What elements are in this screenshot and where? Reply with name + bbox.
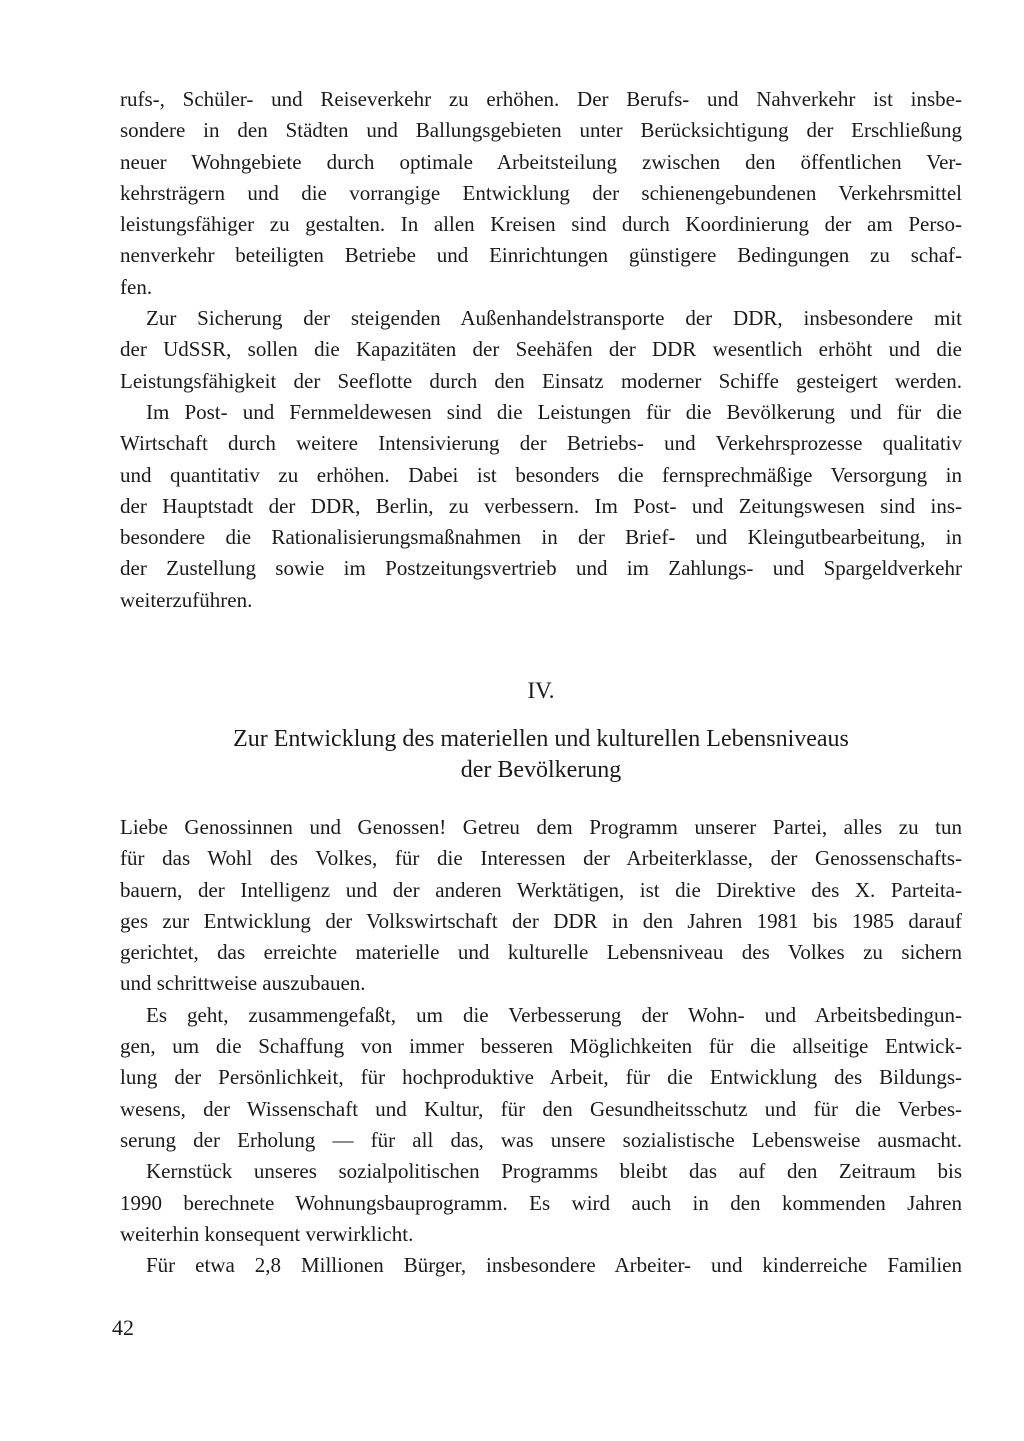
text-line: besondere die Rationalisierungsmaßnahmen in der Brief- und Kleingutbearbeitung, in — [120, 525, 962, 550]
text-line: 1990 berechnete Wohnungsbauprogramm. Es wird auch in den kommenden Jahren — [120, 1190, 962, 1215]
text-line: Leistungsfähigkeit der Seeflotte durch den Einsatz moderner Schiffe gesteigert werden. — [120, 368, 962, 393]
text-line: nenverkehr beteiligten Betriebe und Einrichtungen günstigere Bedingungen zu schaf- — [120, 243, 962, 268]
text-line: wesens, der Wissenschaft und Kultur, für den Gesundheitsschutz und für die Verbes- — [120, 1096, 962, 1121]
paragraph-citizens — [120, 1250, 962, 1281]
text-line: leistungsfähiger zu gestalten. In allen Kreisen sind durch Koordinierung der am Perso- — [120, 212, 962, 237]
text-line: weiterzuführen. — [120, 587, 253, 612]
paragraph-summary — [120, 1000, 962, 1156]
text-line: der Hauptstadt der DDR, Berlin, zu verbessern. Im Post- und Zeitungswesen sind ins- — [120, 493, 962, 518]
paragraph-housing-program — [120, 1156, 962, 1250]
text-line: Liebe Genossinnen und Genossen! Getreu dem Programm unserer Partei, alles zu tun — [120, 815, 962, 839]
text-line: gerichtet, das erreichte materielle und kulturelle Lebensniveau des Volkes zu sichern — [120, 940, 962, 965]
text-line: Im Post- und Fernmeldewesen sind die Leistungen für die Bevölkerung und für die — [146, 399, 962, 424]
paragraph-passenger-traffic — [120, 84, 962, 303]
section-number: IV. — [527, 678, 555, 703]
text-block-living-standards — [120, 812, 962, 1281]
text-line: der Zustellung sowie im Postzeitungsvertrieb und im Zahlungs- und Spargeldverkehr — [120, 556, 962, 581]
text-line: lung der Persönlichkeit, für hochproduktive Arbeit, für die Entwicklung des Bildungs- — [120, 1065, 962, 1090]
paragraph-postal-service — [120, 397, 962, 616]
paragraph-foreign-trade — [120, 303, 962, 397]
paragraph-greeting — [120, 812, 962, 1000]
text-line: neuer Wohngebiete durch optimale Arbeitsteilung zwischen den öffentlichen Ver- — [120, 149, 962, 174]
text-line: Zur Sicherung der steigenden Außenhandelstransporte der DDR, insbesondere mit — [146, 306, 962, 331]
section-title-line-2: der Bevölkerung — [460, 757, 622, 783]
page-number: 42 — [112, 1315, 134, 1340]
text-line: kehrsträgern und die vorrangige Entwicklung der schienengebundenen Verkehrsmittel — [120, 180, 962, 205]
text-line: Für etwa 2,8 Millionen Bürger, insbesondere Arbeiter- und kinderreiche Familien — [146, 1253, 962, 1278]
text-block-transport — [120, 84, 962, 616]
text-line: Kernstück unseres sozialpolitischen Programms bleibt das auf den Zeitraum bis — [146, 1159, 962, 1184]
text-line: und schrittweise auszubauen. — [120, 971, 366, 996]
text-line: sondere in den Städten und Ballungsgebieten unter Berücksichtigung der Erschließung — [120, 118, 962, 143]
section-title-line-1: Zur Entwicklung des materiellen und kulturellen Lebensniveaus — [233, 726, 849, 752]
text-line: bauern, der Intelligenz und der anderen Werktätigen, ist die Direktive des X. Parteita- — [120, 877, 962, 902]
text-line: ges zur Entwicklung der Volkswirtschaft der DDR in den Jahren 1981 bis 1985 darauf — [120, 908, 962, 933]
text-line: serung der Erholung — für all das, was unsere sozialistische Lebensweise ausmacht. — [120, 1127, 962, 1152]
text-line: gen, um die Schaffung von immer besseren Möglichkeiten für die allseitige Entwick- — [120, 1034, 962, 1059]
text-line: Wirtschaft durch weitere Intensivierung der Betriebs- und Verkehrsprozesse qualitativ — [120, 431, 962, 456]
text-line: Es geht, zusammengefaßt, um die Verbesserung der Wohn- und Arbeitsbedingun- — [146, 1002, 962, 1027]
text-line: für das Wohl des Volkes, für die Interessen der Arbeiterklasse, der Genossenschafts- — [120, 846, 962, 871]
text-line: der UdSSR, sollen die Kapazitäten der Seehäfen der DDR wesentlich erhöht und die — [120, 337, 962, 362]
text-line: rufs-, Schüler- und Reiseverkehr zu erhöhen. Der Berufs- und Nahverkehr ist insbe- — [120, 87, 962, 111]
text-line: und quantitativ zu erhöhen. Dabei ist besonders die fernsprechmäßige Versorgung in — [120, 462, 962, 487]
text-line: fen. — [120, 274, 153, 299]
text-line: weiterhin konsequent verwirklicht. — [120, 1221, 414, 1246]
